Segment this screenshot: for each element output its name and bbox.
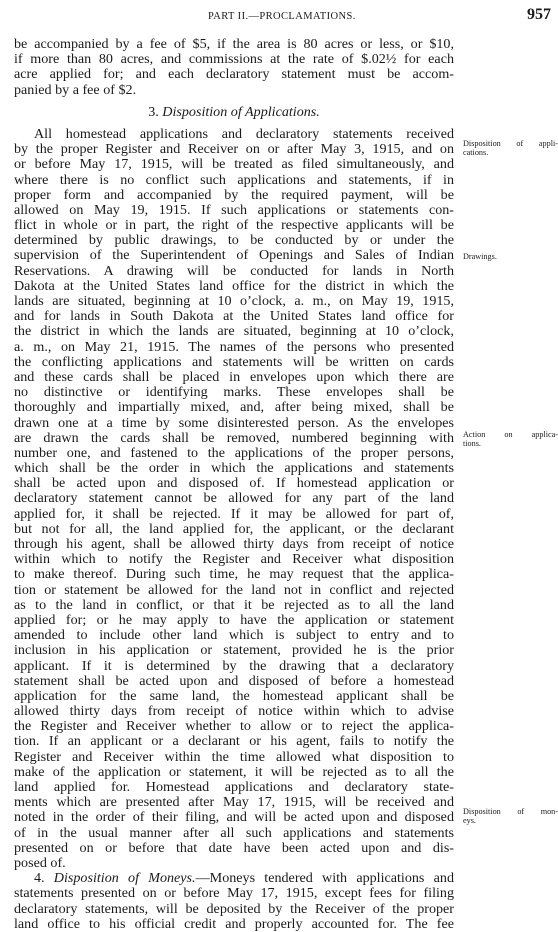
text-line: and these cards shall be placed in envelopes upon which there are <box>14 368 454 385</box>
text-line: the conflicting applications and statements will be written on cards <box>14 353 454 370</box>
text-line: make of the application or statement, it will be rejected as to all the <box>14 763 454 780</box>
text-line: number one, and fastened to the applications of the proper persons, <box>14 444 454 461</box>
text-line: which shall be the order in which the applications and statements <box>14 460 454 477</box>
text-line: determined by public drawings, to be conducted by or under the <box>14 232 454 249</box>
text-line: within which to notify the Register and Receiver what disposition <box>14 551 454 568</box>
text-line: the Register and Receiver whether to allow or to reject the applica- <box>14 718 454 735</box>
margin-note-line: cations. <box>463 148 489 157</box>
running-head: PART II.—PROCLAMATIONS. <box>208 11 356 22</box>
paragraph-disposition-of-applications <box>14 127 454 871</box>
text-line: acre applied for; and each declaratory statement must be accom- <box>14 66 454 83</box>
text-line: land office to his official credit and properly accounted for. The fee <box>14 915 454 932</box>
paragraph-fees <box>14 37 454 98</box>
text-line: applicant. If it is determined by the drawing that a declaratory <box>14 657 454 674</box>
margin-note-action-on-applications <box>463 430 558 448</box>
text-line: drawn one at a time by some disinterested person. As the envelopes <box>14 414 454 431</box>
text-line: applied for, it shall be rejected. If it may be allowed for part of, <box>14 505 454 522</box>
text-line: land applied for. Homestead applications and declaratory state- <box>14 779 454 795</box>
text-line: declaratory statement cannot be allowed for any part of the land <box>14 490 454 507</box>
margin-note-line: Disposition of mon- <box>463 807 558 816</box>
text-line: application for the same land, the homestead applicant shall be <box>14 687 454 704</box>
text-line: applied for; or he may apply to have the application or statement <box>14 611 454 628</box>
body-text <box>14 37 454 932</box>
text-line: tion. If an applicant or a declarant or his agent, fails to notify the <box>14 733 454 750</box>
text-line: inclusion in his application or statement, provided he is the prior <box>14 642 454 659</box>
text-line: lands are situated, beginning at 10 o’clock, a. m., on May 19, 1915, <box>14 293 454 309</box>
text-line: noted in the order of their filing, and will be acted upon and disposed <box>14 809 454 826</box>
text-line: no distinctive or identifying marks. These envelopes shall be <box>14 384 454 401</box>
text-line: where there is no conflict such applications and statements, if in <box>14 171 454 188</box>
margin-note-disposition-of-applications <box>463 139 558 157</box>
text-line: but not for all, the land applied for, the applicant, or the declarant <box>14 520 454 537</box>
text-line: tion or statement be allowed for the land not in conflict and rejected <box>14 581 454 598</box>
margin-note-line: Disposition of appli- <box>463 139 558 148</box>
text-line: Dakota at the United States land office for the district in which the <box>14 277 454 294</box>
text-line: through his agent, shall be allowed thirty days from receipt of notice <box>14 536 454 552</box>
text-line: Reservations. A drawing will be conducted for lands in North <box>14 262 454 279</box>
margin-note-line: Action on applica- <box>463 430 558 439</box>
text-line: of in the usual manner after all such applications and statements <box>14 824 454 841</box>
text-line: and for lands in South Dakota at the United States land office for <box>14 308 454 325</box>
text-line: shall be acted upon and disposed of. If homestead application or <box>14 475 454 492</box>
text-line: the district in which the lands are situated, beginning at 10 o’clock, <box>14 323 454 340</box>
margin-note-disposition-of-moneys <box>463 807 558 825</box>
text-line: by the proper Register and Receiver on or after May 3, 1915, and on <box>14 141 454 158</box>
text-line: ments which are presented after May 17, 1915, will be received and <box>14 794 454 811</box>
text-line: as to the land in conflict, or that it be rejected as to all the land <box>14 596 454 613</box>
text-line: are drawn the cards shall be removed, numbered beginning with <box>14 429 454 446</box>
text-line: be accompanied by a fee of $5, if the area is 80 acres or less, or $10, <box>14 36 454 52</box>
text-line: or before May 17, 1915, will be treated as filed simultaneously, and <box>14 156 454 173</box>
text-line: panied by a fee of $2. <box>14 81 137 98</box>
text-line: statements presented on or before May 17, 1915, except fees for filing <box>14 885 454 902</box>
text-line: allowed thirty days from receipt of notice within which to advise <box>14 703 454 720</box>
text-line: supervision of the Superintendent of Openings and Sales of Indian <box>14 247 454 264</box>
text-line: posed of. <box>14 854 66 871</box>
margin-note-drawings <box>463 252 558 261</box>
margin-note-line: tions. <box>463 439 481 448</box>
text-line: proper form and accompanied by the required payment, will be <box>14 186 454 203</box>
text-line: statement shall be acted upon and disposed of before a homestead <box>14 672 454 689</box>
text-line: declaratory statements, will be deposited by the Receiver of the proper <box>14 900 454 917</box>
page-number: 957 <box>527 6 551 23</box>
margin-note-line: eys. <box>463 816 476 825</box>
text-line: Register and Receiver within the time allowed what disposition to <box>14 748 454 765</box>
text-line: if more than 80 acres, and commissions at the rate of $.02½ for each <box>14 51 454 68</box>
text-line: thoroughly and impartially mixed, and, after being mixed, shall be <box>14 399 454 416</box>
section-heading: 3. Disposition of Applications. <box>148 103 320 120</box>
text-line: 4. Disposition of Moneys.—Moneys tendered with applications and <box>34 870 454 887</box>
paragraph-disposition-of-moneys <box>14 871 454 932</box>
text-line: a. m., on May 21, 1915. The names of the persons who presented <box>14 338 454 355</box>
text-line: allowed on May 19, 1915. If such applications or statements con- <box>14 201 454 218</box>
text-line: presented on or before that date have been acted upon and dis- <box>14 839 454 856</box>
text-line: amended to include other land which is subject to entry and to <box>14 627 454 644</box>
margin-note-line: Drawings. <box>463 252 497 261</box>
text-line: All homestead applications and declaratory statements received <box>34 125 454 142</box>
text-line: flict in whole or in part, the right of the respective applicants will be <box>14 217 454 234</box>
text-line: to make thereof. During such time, he may request that the applica- <box>14 566 454 583</box>
